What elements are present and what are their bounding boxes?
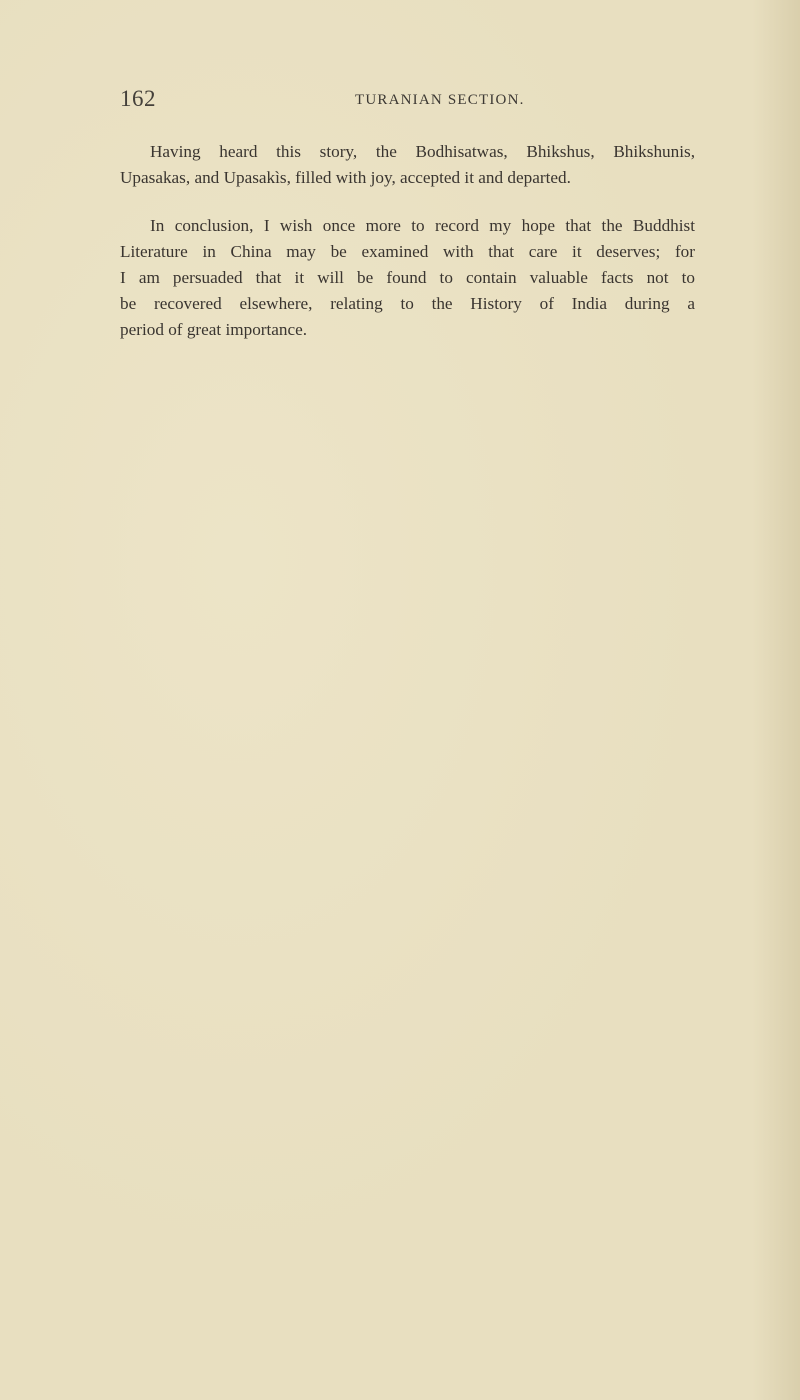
text-line: period of great importance. <box>120 320 308 339</box>
text-line: Literature in China may be examined with that care it deserves; for <box>120 242 695 261</box>
text-line: be recovered elsewhere, relating to the History of India during a <box>120 294 695 313</box>
paragraph <box>120 213 695 343</box>
text-line: Upasakas, and Upasakìs, filled with joy, accepted it and departed. <box>120 168 571 187</box>
text-line: I am persuaded that it will be found to contain valuable facts not to <box>120 268 695 287</box>
paragraph <box>120 139 695 191</box>
text-line: Having heard this story, the Bodhisatwas, Bhikshus, Bhikshunis, <box>150 142 695 161</box>
running-head: TURANIAN SECTION. <box>355 92 525 108</box>
page-header <box>120 86 695 116</box>
text-line: In conclusion, I wish once more to record my hope that the Buddhist <box>150 216 695 235</box>
body-text <box>120 139 695 359</box>
page-number: 162 <box>120 86 156 111</box>
